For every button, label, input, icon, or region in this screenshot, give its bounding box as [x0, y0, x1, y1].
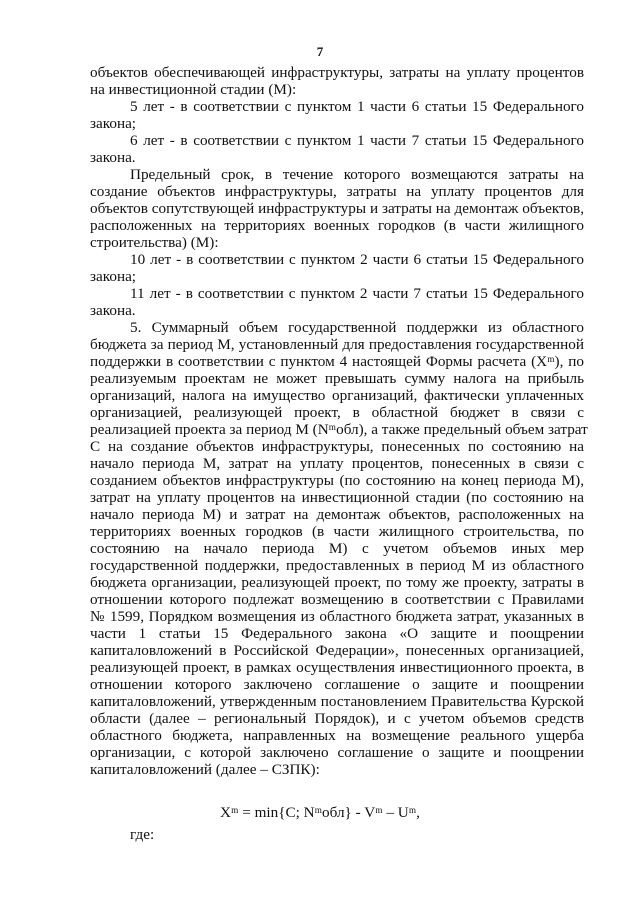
- text-line: отношении которого заключено соглашение о защите и поощрении: [90, 676, 584, 693]
- text-line: закона.: [90, 149, 136, 166]
- text-line: объектов сопутствующей инфраструктуры и затраты на демонтаж объектов,: [90, 200, 584, 217]
- text-line: реализующей проект, в рамках осуществления инвестиционного проекта, в: [90, 659, 584, 676]
- text-line: организацией, реализующей проект, в областной бюджет в связи с: [90, 404, 584, 421]
- text-line: 5. Суммарный объем государственной поддержки из областного: [130, 319, 584, 336]
- text-line: территориях военных городков (в части жилищного строительства, по: [90, 523, 584, 540]
- text-line: капиталовложений, утвержденным постановлением Правительства Курской: [90, 693, 584, 710]
- text-line: отношении которого подлежат возмещению в соответствии с Правилами: [90, 591, 584, 608]
- text-line: Предельный срок, в течение которого возмещаются затраты на: [130, 166, 584, 183]
- text-line: областного бюджета, направленных на возмещение реального ущерба: [90, 727, 584, 744]
- page-number: 7: [316, 44, 324, 59]
- text-line: состоянию на начало периода М) с учетом объемов иных мер: [90, 540, 584, 557]
- text-line: начало периода М, затрат на уплату процентов, понесенных в связи с: [90, 455, 584, 472]
- text-line: закона;: [90, 268, 137, 285]
- text-line: № 1599, Порядком возмещения из областного бюджета затрат, указанных в: [90, 608, 584, 625]
- text-line: 5 лет - в соответствии с пунктом 1 части 6 статьи 15 Федерального: [130, 98, 584, 115]
- text-line: государственной поддержки, предоставленных в период М из областного: [90, 557, 584, 574]
- text-line: реализацией проекта за период М (Nᵐобл), а также предельный объем затрат: [90, 421, 588, 438]
- text-line: на инвестиционной стадии (М):: [90, 81, 297, 98]
- text-line: создание объектов инфраструктуры, затраты на уплату процентов для: [90, 183, 584, 200]
- text-line: строительства) (М):: [90, 234, 219, 251]
- formula: Xᵐ = min{C; Nᵐобл} - Vᵐ – Uᵐ,: [220, 804, 420, 821]
- text-line: организаций, налога на имущество организаций, фактически уплаченных: [90, 387, 584, 404]
- document-body: [90, 64, 588, 778]
- text-line: С на создание объектов инфраструктуры, понесенных по состоянию на: [90, 438, 584, 455]
- text-line: объектов обеспечивающей инфраструктуры, затраты на уплату процентов: [90, 64, 584, 81]
- text-line: созданием объектов инфраструктуры (по состоянию на конец периода М),: [90, 472, 584, 489]
- text-line: части 1 статьи 15 Федерального закона «О защите и поощрении: [90, 625, 584, 642]
- text-line: капиталовложений в Российской Федерации», понесенных организацией,: [90, 642, 584, 659]
- text-line: расположенных на территориях военных городков (в части жилищного: [90, 217, 584, 234]
- text-line: реализуемым проектам не может превышать сумму налога на прибыль: [90, 370, 584, 387]
- text-line: организации, с которой заключено соглашение о защите и поощрении: [90, 744, 584, 761]
- text-line: бюджета за период М, установленный для предоставления государственной: [90, 336, 584, 353]
- text-line: капиталовложений (далее – СЗПК):: [90, 761, 320, 778]
- text-line: затрат на уплату процентов на инвестиционной стадии (по состоянию на: [90, 489, 584, 506]
- text-line: 10 лет - в соответствии с пунктом 2 части 6 статьи 15 Федерального: [130, 251, 584, 268]
- text-line: поддержки в соответствии с пунктом 4 настоящей Формы расчета (Xᵐ), по: [90, 353, 584, 370]
- text-line: закона;: [90, 115, 137, 132]
- text-line: бюджета организации, реализующей проект, по тому же проекту, затраты в: [90, 574, 584, 591]
- text-line: закона.: [90, 302, 136, 319]
- text-line: 11 лет - в соответствии с пунктом 2 части 7 статьи 15 Федерального: [130, 285, 584, 302]
- text-line: начало периода М) и затрат на демонтаж объектов, расположенных на: [90, 506, 584, 523]
- text-line: области (далее – региональный Порядок), и с учетом объемов средств: [90, 710, 584, 727]
- where-label: где:: [130, 826, 155, 843]
- text-line: 6 лет - в соответствии с пунктом 1 части 7 статьи 15 Федерального: [130, 132, 584, 149]
